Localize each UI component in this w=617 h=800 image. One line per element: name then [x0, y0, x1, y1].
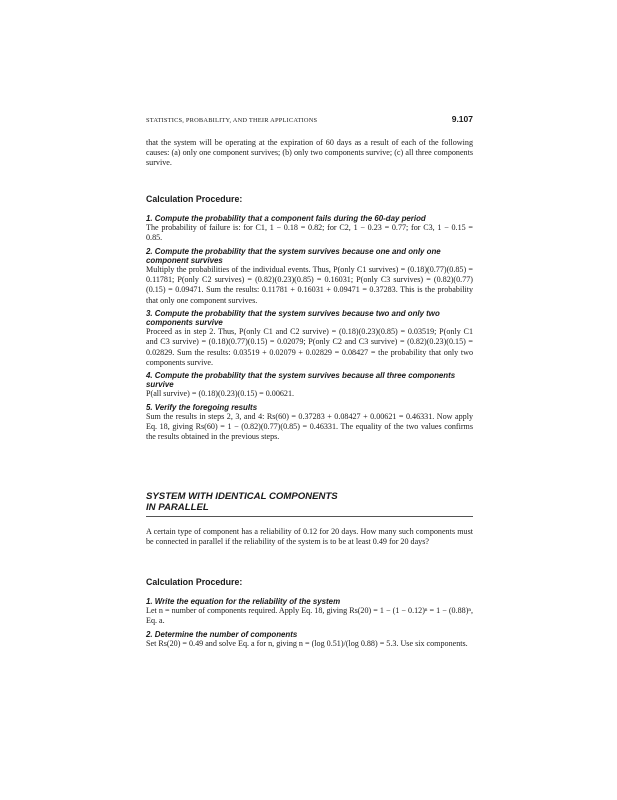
- calc-title: Calculation Procedure:: [146, 194, 243, 204]
- running-header: [146, 114, 473, 124]
- step-1: [146, 214, 473, 244]
- step-heading: 1. Write the equation for the reliability of the system: [146, 597, 341, 606]
- section-divider: [146, 516, 473, 517]
- step-heading: 5. Verify the foregoing results: [146, 402, 258, 412]
- section-title-line-1: SYSTEM WITH IDENTICAL COMPONENTS: [146, 491, 338, 502]
- step-3: [146, 309, 473, 368]
- step-body: Multiply the probabilities of the individual events. Thus, P(only C1 survives) = (0.18)(0.77)(0.85) = 0.11781; P(only C2 survives) = (0.82)(0.23)(0.85) = 0.16031; P(only C3 survives) = (0.82)(0.77)(0.15) = 0.09471. Sum the results: 0.11781 + 0.16031 + 0.09471 = 0.37283. This is the probability that only one component survives.: [146, 265, 473, 305]
- step-heading: 4. Compute the probability that the system survives because all three components survive: [146, 371, 456, 390]
- calc-procedure-title-2: [146, 577, 473, 587]
- step-body: P(all survive) = (0.18)(0.23)(0.15) = 0.00621.: [146, 389, 295, 399]
- step-heading: 3. Compute the probability that the system survives because two and only two components survive: [146, 308, 440, 328]
- section-heading: [146, 491, 473, 513]
- step-4: [146, 371, 473, 400]
- calc-procedure-title-1: [146, 194, 473, 204]
- step-body: Sum the results in steps 2, 3, and 4: Rs(60) = 0.37283 + 0.08427 + 0.00621 = 0.46331. Now apply Eq. 18, giving Rs(60) = 1 − (0.82)(0.77)(0.85) = 0.46331. The equality of the two values confirms the results obtained in the previous steps.: [146, 411, 473, 442]
- problem-paragraph: A certain type of component has a reliability of 0.12 for 20 days. How many such components must be connected in parallel if the reliability of the system is to be at least 0.49 for 20 days?: [146, 527, 473, 547]
- step-2: [146, 630, 473, 649]
- step-body: Let n = number of components required. Apply Eq. 18, giving Rs(20) = 1 − (1 − 0.12)ⁿ = 1 − (0.88)ⁿ, Eq. a.: [146, 606, 473, 626]
- step-2: [146, 247, 473, 306]
- header-title: STATISTICS, PROBABILITY, AND THEIR APPLICATIONS: [146, 117, 318, 124]
- step-body: Set Rs(20) = 0.49 and solve Eq. a for n, giving n = (log 0.51)/(log 0.88) = 5.3. Use six components.: [146, 638, 468, 648]
- intro-paragraph: that the system will be operating at the expiration of 60 days as a result of each of the following causes: (a) only one component survives; (b) only two components survive; (c) all three components survive.: [146, 138, 473, 168]
- problem-block: [146, 527, 473, 547]
- intro-block: [146, 138, 473, 169]
- section-title-line-2: IN PARALLEL: [146, 502, 209, 514]
- step-5: [146, 403, 473, 443]
- step-body: Proceed as in step 2. Thus, P(only C1 and C2 survive) = (0.18)(0.23)(0.85) = 0.03519; P(only C1 and C3 survive) = (0.18)(0.77)(0.15) = 0.02079; P(only C2 and C3 survive) = (0.82)(0.23)(0.15) = 0.02829. Sum the results: 0.03519 + 0.02079 + 0.02829 = 0.08427 = the probability that only two components survive.: [146, 327, 473, 367]
- step-1: [146, 597, 473, 627]
- step-heading: 2. Compute the probability that the system survives because one and only one component survives: [146, 246, 441, 265]
- page-number: 9.107: [451, 114, 473, 124]
- step-body: The probability of failure is: for C1, 1 − 0.18 = 0.82; for C2, 1 − 0.23 = 0.77; for C3, 1 − 0.15 = 0.85.: [146, 223, 473, 243]
- calc-steps-2: [146, 597, 473, 649]
- calc-title: Calculation Procedure:: [146, 577, 243, 587]
- step-heading: 2. Determine the number of components: [146, 629, 298, 639]
- step-heading: 1. Compute the probability that a component fails during the 60-day period: [146, 214, 426, 223]
- calc-steps-1: [146, 214, 473, 442]
